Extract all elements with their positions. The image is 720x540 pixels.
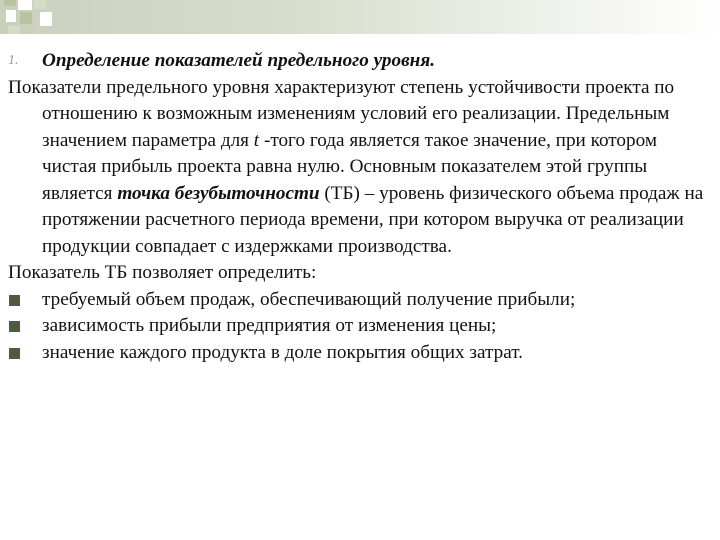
heading-text: Определение показателей предельного уровня. [42, 50, 435, 71]
key-term: точка безубыточности [117, 182, 320, 204]
list-item [8, 340, 712, 367]
list-item [8, 313, 712, 340]
decor-square [20, 12, 32, 24]
section-heading [8, 48, 712, 75]
paragraph-intro-list: Показатель ТБ позволяет определить: [8, 262, 317, 283]
list-item-text: значение каждого продукта в доле покрытия общих затрат. [42, 341, 523, 363]
header-decoration-band [0, 0, 720, 34]
square-bullet-icon [9, 348, 20, 359]
paragraph-text: -того года является такое значение, при котором чистая прибыль проекта равна нулю. Основным показателем этой группы является [42, 129, 657, 204]
decor-square [4, 0, 16, 6]
paragraph-text: Показатели предельного уровня характеризуют степень устойчивости проекта по отношению к возможным изменениям условий его реализации. Предельным значением параметра для [8, 76, 675, 151]
square-bullet-icon [9, 321, 20, 332]
t-variable: t [253, 129, 260, 151]
paragraph-text: (ТБ) – уровень физического объема продаж на протяжении расчетного периода времени, при котором выручка от реализации продукции совпадает с издержками производства. [42, 182, 704, 257]
list-item [8, 287, 712, 314]
square-bullet-icon [9, 295, 20, 306]
decor-square [40, 12, 52, 26]
decor-square [18, 0, 32, 10]
list-item-text: зависимость прибыли предприятия от изменения цены; [42, 315, 497, 336]
list-item-text: требуемый объем продаж, обеспечивающий получение прибыли; [42, 288, 576, 310]
paragraph-definition [8, 75, 712, 261]
heading-number: 1. [8, 53, 19, 68]
slide-content [8, 48, 712, 366]
decor-square [6, 10, 16, 22]
decor-square [34, 0, 46, 9]
decor-square [8, 26, 20, 34]
